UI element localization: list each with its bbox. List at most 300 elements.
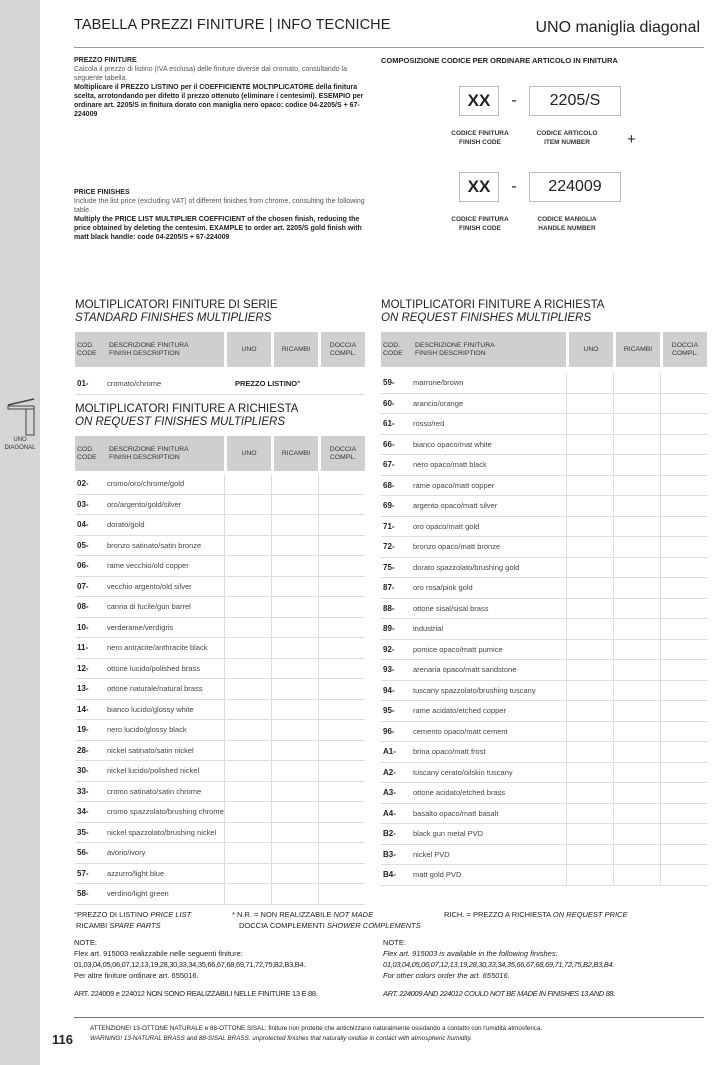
row-desc: cemento opaco/matt cement <box>413 726 508 736</box>
legend-rich-en: ON REQUEST PRICE <box>552 910 628 919</box>
standard-title <box>75 299 278 325</box>
cell-ricambi <box>613 414 660 434</box>
row-code: 05- <box>77 540 89 550</box>
header-doccia-1: DOCCIA <box>329 445 357 453</box>
cell-ricambi <box>271 638 318 658</box>
notes-line: Per altre finiture ordinare art. 655016. <box>74 971 199 980</box>
table-row <box>381 599 707 620</box>
header-ricambi: RICAMBI <box>616 332 660 367</box>
intro-en-bold: Multiply the PRICE LIST MULTIPLIER COEFFICIENT of the chosen finish, reducing the price obtained by deleting the centesim. EXAMPLE to order art. 2205/S gold finish with matt black handle: code 04-2205/S + 67-224009 <box>74 216 362 241</box>
page-subtitle: UNO maniglia diagonal <box>535 19 700 36</box>
cell-doccia <box>660 865 707 885</box>
row-code: 94- <box>383 685 395 695</box>
row-code: 92- <box>383 644 395 654</box>
header-doccia <box>321 332 365 367</box>
cell-doccia <box>660 435 707 455</box>
cell-doccia <box>318 577 365 597</box>
cell-ricambi <box>613 537 660 557</box>
row-desc: bronzo satinato/satin bronze <box>107 540 202 550</box>
row-code: 19- <box>77 725 89 735</box>
cell-uno <box>224 597 271 617</box>
cell-doccia <box>660 537 707 557</box>
table-row <box>75 884 365 905</box>
row-code: A1- <box>383 747 396 757</box>
table-row <box>381 845 707 866</box>
row-code: 67- <box>383 460 395 470</box>
row-code: 75- <box>383 562 395 572</box>
cell-doccia <box>318 741 365 761</box>
row-code: 33- <box>77 786 89 796</box>
table-row <box>381 517 707 538</box>
page-number: 116 <box>52 1032 73 1047</box>
caption-it: CODICE MANIGLIA <box>537 216 597 223</box>
finish-code-box: XX <box>459 172 499 202</box>
cell-ricambi <box>613 496 660 516</box>
row-desc: nero antracite/anthracite black <box>107 643 208 653</box>
composition-title: COMPOSIZIONE CODICE PER ORDINARE ARTICOLO IN FINITURA <box>381 56 618 65</box>
cell-ricambi <box>271 823 318 843</box>
header-cod: COD. <box>77 341 94 349</box>
header-code-desc <box>381 332 566 367</box>
cell-uno <box>224 536 271 556</box>
caption-it: CODICE ARTICOLO <box>536 130 598 137</box>
cell-uno <box>566 824 613 844</box>
dash: - <box>511 178 517 195</box>
table-row <box>75 864 365 885</box>
row-code: 35- <box>77 827 89 837</box>
row-desc: dorato spazzolato/brushing gold <box>413 562 520 572</box>
header-cod: COD. <box>77 445 94 453</box>
row-code: B3- <box>383 849 396 859</box>
title-en: ON REQUEST FINISHES MULTIPLIERS <box>381 312 592 324</box>
side-strip <box>0 0 40 1065</box>
table-row <box>381 414 707 435</box>
cell-doccia <box>318 597 365 617</box>
cell-doccia <box>660 373 707 393</box>
row-desc: nickel spazzolato/brushing nickel <box>107 827 217 837</box>
cell-ricambi <box>613 476 660 496</box>
row-desc: verderame/verdigris <box>107 622 174 632</box>
row-desc: canna di fucile/gun barrel <box>107 602 191 612</box>
cell-uno <box>566 763 613 783</box>
row-desc: nickel satinato/satin nickel <box>107 745 194 755</box>
table-row <box>381 578 707 599</box>
table-row <box>75 782 365 803</box>
cell-ricambi <box>271 761 318 781</box>
cell-ricambi <box>613 783 660 803</box>
cell-doccia <box>318 843 365 863</box>
cell-doccia <box>660 660 707 680</box>
cell-ricambi <box>613 824 660 844</box>
title-it: MOLTIPLICATORI FINITURE A RICHIESTA <box>75 403 299 415</box>
table-row <box>381 435 707 456</box>
legend-doccia-it: DOCCIA COMPLEMENTI <box>239 921 325 930</box>
divider <box>74 1017 704 1018</box>
notes-line: Flex art. 915003 realizzabile nelle seguenti finiture: <box>74 949 243 958</box>
cell-doccia <box>660 783 707 803</box>
header-doccia-1: DOCCIA <box>671 341 699 349</box>
side-label-2: DIAGONAL <box>4 445 36 451</box>
cell-uno <box>566 394 613 414</box>
cell-ricambi <box>613 373 660 393</box>
cell-doccia <box>660 394 707 414</box>
table-row <box>75 761 365 782</box>
cell-ricambi <box>613 660 660 680</box>
handle-number-box: 224009 <box>529 172 621 202</box>
header-desc-it: DESCRIZIONE FINITURA <box>109 341 189 349</box>
row-desc: rosso/red <box>413 419 445 429</box>
cell-ricambi <box>271 495 318 515</box>
title-en: ON REQUEST FINISHES MULTIPLIERS <box>75 416 286 428</box>
cell-uno <box>566 640 613 660</box>
table-header <box>75 436 365 471</box>
table-row <box>381 681 707 702</box>
row-desc: nero lucido/glossy black <box>107 725 187 735</box>
table-row <box>75 536 365 557</box>
row-desc: marrone/brown <box>413 378 464 388</box>
caption-en: ITEM NUMBER <box>544 139 590 146</box>
cell-uno <box>224 884 271 904</box>
cell-ricambi <box>271 659 318 679</box>
table-row <box>381 722 707 743</box>
table-row <box>75 741 365 762</box>
title-it: MOLTIPLICATORI FINITURE DI SERIE <box>75 299 278 311</box>
caption-en: HANDLE NUMBER <box>538 225 596 232</box>
cell-ricambi <box>613 722 660 742</box>
header-doccia <box>321 436 365 471</box>
header-ricambi: RICAMBI <box>274 436 318 471</box>
cell-ricambi <box>271 577 318 597</box>
table-row <box>381 558 707 579</box>
cell-uno <box>224 577 271 597</box>
cell-doccia <box>660 845 707 865</box>
cell-uno <box>224 700 271 720</box>
row-desc: vecchio argento/old silver <box>107 581 192 591</box>
dash: - <box>511 92 517 109</box>
cell-ricambi <box>613 763 660 783</box>
cell-uno <box>566 783 613 803</box>
header-doccia-1: DOCCIA <box>329 341 357 349</box>
cell-uno <box>224 741 271 761</box>
cell-doccia <box>660 824 707 844</box>
cell-doccia <box>318 618 365 638</box>
cell-doccia <box>318 864 365 884</box>
cell-ricambi <box>271 556 318 576</box>
cell-uno <box>566 373 613 393</box>
intro-en <box>74 188 366 242</box>
row-code: 87- <box>383 583 395 593</box>
cell-doccia <box>660 763 707 783</box>
footer-warning <box>90 1024 710 1044</box>
row-desc: rame vecchio/old copper <box>107 561 189 571</box>
cell-uno <box>566 619 613 639</box>
cell-doccia <box>318 823 365 843</box>
row-code: A3- <box>383 788 396 798</box>
legend-nr-en: NOT MADE <box>333 910 374 919</box>
cell-uno <box>224 679 271 699</box>
cell-uno <box>224 864 271 884</box>
legend-price-list-en: PRICE LIST <box>150 910 192 919</box>
row-desc: arancio/orange <box>413 398 464 408</box>
page-title: TABELLA PREZZI FINITURE | INFO TECNICHE <box>74 17 391 33</box>
row-desc: bronzo opaco/matt bronze <box>413 542 501 552</box>
cell-ricambi <box>271 700 318 720</box>
request-left-title <box>75 403 298 429</box>
row-code: 72- <box>383 542 395 552</box>
cell-doccia <box>660 476 707 496</box>
cell-uno <box>566 701 613 721</box>
cell-ricambi <box>613 701 660 721</box>
table-header <box>381 332 707 367</box>
table-row <box>381 476 707 497</box>
cell-uno <box>566 558 613 578</box>
cell-doccia <box>660 701 707 721</box>
cell-uno <box>224 474 271 494</box>
cell-ricambi <box>613 599 660 619</box>
row-desc: cromato/chrome <box>107 379 162 388</box>
header-desc-en: FINISH DESCRIPTION <box>109 453 180 461</box>
row-desc: ottone acidato/etched brass <box>413 788 506 798</box>
handle-number-caption <box>522 215 612 233</box>
cell-uno <box>224 618 271 638</box>
row-code: A4- <box>383 808 396 818</box>
row-code: A2- <box>383 767 396 777</box>
cell-uno <box>566 414 613 434</box>
header-code-desc <box>75 332 224 367</box>
table-row <box>75 823 365 844</box>
table-row <box>75 495 365 516</box>
cell-ricambi <box>271 720 318 740</box>
row-code: 88- <box>383 603 395 613</box>
request-left-table <box>75 436 365 905</box>
cell-uno <box>566 537 613 557</box>
row-code: 93- <box>383 665 395 675</box>
cell-ricambi <box>613 558 660 578</box>
side-label <box>0 436 40 452</box>
table-row <box>381 660 707 681</box>
notes-title: NOTE: <box>383 938 406 947</box>
cell-ricambi <box>271 679 318 699</box>
table-row <box>75 597 365 618</box>
cell-doccia <box>660 517 707 537</box>
finish-code-box: XX <box>459 86 499 116</box>
table-row <box>75 515 365 536</box>
row-desc: cromo/oro/chrome/gold <box>107 479 185 489</box>
cell-uno <box>224 495 271 515</box>
row-desc: nero opaco/matt black <box>413 460 487 470</box>
row-desc: matt gold PVD <box>413 870 462 880</box>
row-desc: azzurro/light blue <box>107 868 165 878</box>
row-code: 69- <box>383 501 395 511</box>
row-code: 96- <box>383 726 395 736</box>
table-row <box>381 804 707 825</box>
intro-it-text: Calcola il prezzo di listino (IVA esclusa) delle finiture diverse dal cromato, consultando la seguente tabella. <box>74 66 348 82</box>
cell-ricambi <box>613 681 660 701</box>
cell-uno <box>566 578 613 598</box>
row-desc: nickel PVD <box>413 849 450 859</box>
cell-doccia <box>660 722 707 742</box>
legend-ricambi-en: SPARE PARTS <box>109 921 161 930</box>
cell-uno <box>224 843 271 863</box>
row-desc: tuscany cerato/oilskin tuscany <box>413 767 513 777</box>
handle-code-row <box>459 172 621 202</box>
cell-doccia <box>318 720 365 740</box>
cell-uno <box>566 681 613 701</box>
cell-doccia <box>318 474 365 494</box>
cell-uno <box>566 742 613 762</box>
cell-uno <box>566 804 613 824</box>
intro-en-heading: PRICE FINISHES <box>74 189 130 196</box>
row-desc: cromo satinato/satin chrome <box>107 786 202 796</box>
table-row <box>381 783 707 804</box>
table-row <box>75 700 365 721</box>
row-desc: oro opaco/matt gold <box>413 521 480 531</box>
notes-title: NOTE: <box>74 938 97 947</box>
row-desc: ottone sisal/sisal brass <box>413 603 489 613</box>
title-it: MOLTIPLICATORI FINITURE A RICHIESTA <box>381 299 605 311</box>
item-code-row <box>459 86 621 116</box>
row-code: 04- <box>77 520 89 530</box>
cell-ricambi <box>613 640 660 660</box>
cell-doccia <box>318 515 365 535</box>
notes-en <box>383 937 703 999</box>
header-ricambi: RICAMBI <box>274 332 318 367</box>
cell-ricambi <box>271 536 318 556</box>
cell-uno <box>224 761 271 781</box>
cell-ricambi <box>271 474 318 494</box>
cell-uno <box>224 802 271 822</box>
request-right-table <box>381 332 707 886</box>
cell-ricambi <box>613 845 660 865</box>
cell-uno <box>566 865 613 885</box>
row-desc: arenaria opaco/matt sandstone <box>413 665 517 675</box>
row-code: 03- <box>77 499 89 509</box>
row-desc: bianco lucido/glossy white <box>107 704 194 714</box>
cell-uno <box>566 845 613 865</box>
cell-doccia <box>318 679 365 699</box>
row-desc: bianco opaco/mat white <box>413 439 492 449</box>
row-desc: brina opaco/matt frost <box>413 747 486 757</box>
row-code: B4- <box>383 870 396 880</box>
row-code: 12- <box>77 663 89 673</box>
cell-ricambi <box>271 618 318 638</box>
row-desc: dorato/gold <box>107 520 145 530</box>
legend-price-list-it: °PREZZO DI LISTINO <box>74 910 149 919</box>
cell-doccia <box>660 681 707 701</box>
legend <box>74 909 712 931</box>
row-desc: rame acidato/etched copper <box>413 706 506 716</box>
title-en: STANDARD FINISHES MULTIPLIERS <box>75 312 272 324</box>
row-code: B2- <box>383 829 396 839</box>
row-code: 30- <box>77 766 89 776</box>
row-desc: basalto opaco/matt basalt <box>413 808 499 818</box>
faucet-icon <box>6 396 36 436</box>
cell-ricambi <box>613 435 660 455</box>
row-desc: tuscany spazzolato/brushing tuscany <box>413 685 536 695</box>
header-code: CODE <box>77 453 97 461</box>
finish-code-caption <box>440 215 520 233</box>
notes-line: 01,03,04,05,06,07,12,13,19,28,30,33,34,35,66,67,68,69,71,72,75,B2,B3,B4. <box>383 960 615 969</box>
header-code: CODE <box>383 349 403 357</box>
row-desc: pomice opaco/matt pumice <box>413 644 503 654</box>
header-desc-en: FINISH DESCRIPTION <box>415 349 486 357</box>
cell-uno <box>566 435 613 455</box>
cell-ricambi <box>271 597 318 617</box>
cell-doccia <box>318 495 365 515</box>
row-code: 57- <box>77 868 89 878</box>
row-code: 59- <box>383 378 395 388</box>
cell-uno <box>224 720 271 740</box>
row-desc: nickel lucido/polished nickel <box>107 766 200 776</box>
cell-ricambi <box>271 741 318 761</box>
header-code: CODE <box>77 349 97 357</box>
intro-en-text: Include the list price (excluding VAT) of different finishes from chrome, consulting the following table. <box>74 198 365 214</box>
row-code: 07- <box>77 581 89 591</box>
cell-uno <box>566 722 613 742</box>
notes-line: Flex art. 915003 is available in the following finishes: <box>383 949 558 958</box>
notes-line: 01,03,04,05,06,07,12,13,19,28,30,33,34,35,66,67,68,69,71,72,75,B2,B3,B4. <box>74 960 306 969</box>
row-code: 89- <box>383 624 395 634</box>
row-code: 06- <box>77 561 89 571</box>
table-row <box>381 763 707 784</box>
item-number-caption <box>522 129 612 147</box>
header-code-desc <box>75 436 224 471</box>
table-row <box>75 659 365 680</box>
header-doccia-2: COMPL. <box>329 349 357 357</box>
row-desc: verdino/light green <box>107 889 169 899</box>
header-uno: UNO <box>227 436 271 471</box>
header-desc-en: FINISH DESCRIPTION <box>109 349 180 357</box>
caption-it: CODICE FINITURA <box>451 216 509 223</box>
row-code: 34- <box>77 807 89 817</box>
cell-uno <box>224 515 271 535</box>
notes-line: ART. 224009 AND 224012 COULD NOT BE MADE IN FINISHES 13 AND 88. <box>383 989 615 998</box>
row-code: 11- <box>77 643 89 653</box>
standard-table <box>75 332 365 395</box>
cell-ricambi <box>613 619 660 639</box>
row-desc: cromo spazzolato/brushing chrome <box>107 807 224 817</box>
cell-ricambi <box>613 394 660 414</box>
finish-code-caption <box>440 129 520 147</box>
notes-line: ART. 224009 e 224012 NON SONO REALIZZABILI NELLE FINITURE 13 E 88. <box>74 989 318 998</box>
table-header <box>75 332 365 367</box>
table-row <box>381 640 707 661</box>
table-row <box>75 638 365 659</box>
cell-ricambi <box>613 578 660 598</box>
cell-doccia <box>660 742 707 762</box>
cell-doccia <box>660 414 707 434</box>
cell-ricambi <box>271 864 318 884</box>
table-row <box>381 394 707 415</box>
table-row <box>381 537 707 558</box>
header-doccia-2: COMPL. <box>671 349 699 357</box>
cell-ricambi <box>271 782 318 802</box>
intro-it <box>74 56 366 119</box>
cell-uno <box>224 556 271 576</box>
cell-ricambi <box>613 742 660 762</box>
row-code: 58- <box>77 889 89 899</box>
table-row <box>381 455 707 476</box>
caption-en: FINISH CODE <box>459 139 501 146</box>
cell-ricambi <box>613 804 660 824</box>
cell-doccia <box>660 496 707 516</box>
cell-doccia <box>318 638 365 658</box>
table-row <box>381 496 707 517</box>
legend-nr-it: * N.R. = NON REALIZZABILE <box>232 910 332 919</box>
table-row <box>381 742 707 763</box>
notes-line: For other colors order the art. 655016. <box>383 971 510 980</box>
row-desc: avorio/ivory <box>107 848 146 858</box>
